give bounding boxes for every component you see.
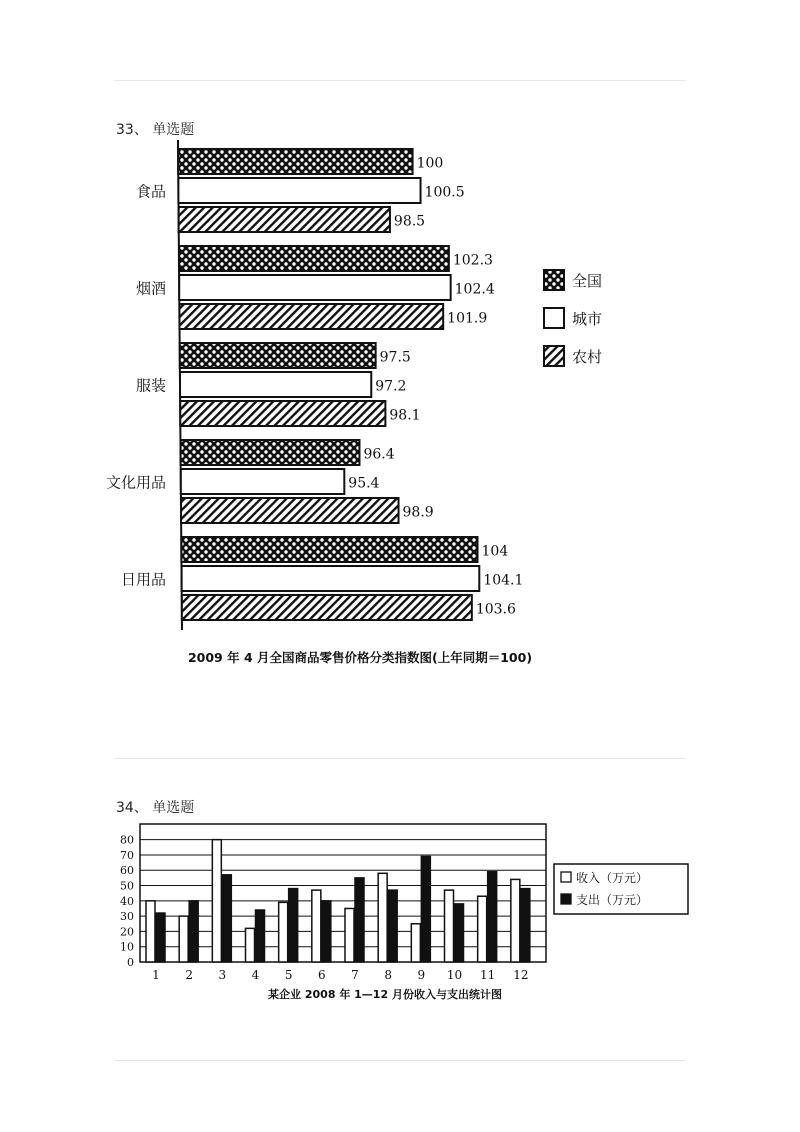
bar-month-9-income [411, 924, 420, 962]
x-tick-label: 4 [251, 968, 260, 982]
bar-month-3-income [212, 840, 221, 962]
category-label: 烟酒 [135, 279, 166, 298]
income-expense-bar-chart [0, 810, 800, 1040]
data-label: 97.2 [375, 378, 407, 395]
bar-month-5-expense [289, 889, 298, 962]
legend-swatch-income [561, 872, 571, 882]
y-tick-label: 40 [120, 894, 134, 908]
y-tick-label: 50 [120, 879, 134, 893]
bar-month-2-income [179, 916, 188, 962]
bar-month-1-income [146, 901, 155, 962]
bar-month-11-expense [488, 872, 497, 962]
bar-烟酒-全国 [179, 246, 449, 271]
x-tick-label: 12 [513, 968, 529, 982]
x-tick-label: 7 [351, 968, 359, 982]
bar-month-8-income [378, 873, 387, 962]
bar-month-8-expense [388, 890, 397, 962]
bar-month-1-expense [156, 913, 165, 962]
x-tick-label: 5 [284, 968, 293, 982]
bar-日用品-城市 [182, 566, 480, 591]
data-label: 98.9 [402, 504, 434, 521]
bar-month-10-income [445, 890, 454, 962]
bar-日用品-农村 [182, 595, 472, 620]
question-34-label: 34、 单选题 [116, 800, 195, 816]
bar-服装-农村 [180, 401, 385, 426]
bar-食品-农村 [179, 207, 390, 232]
data-label: 100 [416, 155, 444, 172]
bar-日用品-全国 [181, 537, 477, 562]
bar-文化用品-全国 [181, 440, 360, 465]
legend-swatch-全国 [544, 270, 564, 290]
x-tick-label: 8 [384, 968, 392, 982]
divider-bottom [115, 1060, 685, 1061]
bar-month-9-expense [421, 856, 430, 962]
data-label: 104.1 [483, 572, 524, 589]
bar-食品-全国 [178, 149, 412, 174]
legend-label: 收入（万元） [576, 871, 649, 885]
bar-month-12-income [511, 879, 520, 962]
data-label: 98.5 [393, 213, 426, 230]
bar-month-11-income [478, 896, 487, 962]
bar-烟酒-城市 [179, 275, 450, 300]
price-index-bar-chart [0, 130, 800, 690]
data-label: 96.4 [363, 446, 395, 463]
y-tick-label: 10 [120, 940, 134, 954]
chart-title: 某企业 2008 年 1—12 月份收入与支出统计图 [268, 988, 502, 1001]
data-label: 104 [481, 543, 509, 560]
bar-month-7-income [345, 908, 354, 962]
bar-month-6-income [312, 890, 321, 962]
bar-month-3-expense [222, 875, 231, 962]
data-label: 101.9 [447, 310, 488, 327]
legend-label: 农村 [572, 348, 603, 366]
data-label: 102.4 [454, 281, 495, 298]
bar-文化用品-农村 [181, 498, 398, 523]
data-label: 98.1 [389, 407, 421, 424]
divider-middle [115, 758, 685, 759]
legend-label: 支出（万元） [576, 893, 649, 907]
bar-month-5-income [279, 902, 288, 962]
chart-title: 2009 年 4 月全国商品零售价格分类指数图(上年同期＝100) [187, 650, 533, 665]
y-tick-label: 70 [120, 848, 134, 862]
question-33-label: 33、 单选题 [116, 122, 195, 138]
bar-month-4-income [246, 928, 255, 962]
bar-month-7-expense [355, 878, 364, 962]
bar-month-12-expense [521, 889, 530, 962]
x-tick-label: 1 [152, 968, 160, 982]
category-label: 服装 [135, 376, 166, 395]
bar-month-4-expense [256, 910, 265, 962]
bar-烟酒-农村 [179, 304, 443, 329]
category-label: 食品 [135, 182, 166, 201]
category-label: 日用品 [120, 570, 166, 589]
data-label: 103.6 [475, 601, 516, 618]
bar-文化用品-城市 [181, 469, 344, 494]
y-tick-label: 0 [127, 956, 134, 969]
y-tick-label: 60 [120, 864, 134, 878]
x-tick-label: 2 [185, 968, 193, 982]
data-label: 95.4 [348, 475, 380, 492]
bar-服装-城市 [180, 372, 371, 397]
divider-top [115, 80, 685, 81]
data-label: 97.5 [379, 349, 411, 366]
x-tick-label: 9 [417, 968, 426, 982]
legend-swatch-城市 [544, 308, 564, 328]
bar-服装-全国 [180, 343, 376, 368]
bar-month-2-expense [189, 901, 198, 962]
category-label: 文化用品 [105, 473, 166, 492]
legend-swatch-农村 [544, 346, 564, 366]
bar-month-10-expense [455, 904, 464, 962]
bar-month-6-expense [322, 901, 331, 962]
data-label: 102.3 [452, 252, 493, 269]
x-tick-label: 11 [480, 968, 496, 982]
x-tick-label: 10 [446, 968, 463, 982]
legend-swatch-expense [561, 894, 571, 904]
y-tick-label: 30 [120, 910, 134, 924]
legend-label: 城市 [572, 310, 603, 328]
data-label: 100.5 [424, 184, 465, 201]
legend-label: 全国 [572, 272, 603, 290]
y-tick-label: 20 [120, 925, 134, 939]
x-tick-label: 6 [318, 968, 326, 982]
x-tick-label: 3 [218, 968, 227, 982]
bar-食品-城市 [178, 178, 420, 203]
y-tick-label: 80 [120, 833, 134, 847]
